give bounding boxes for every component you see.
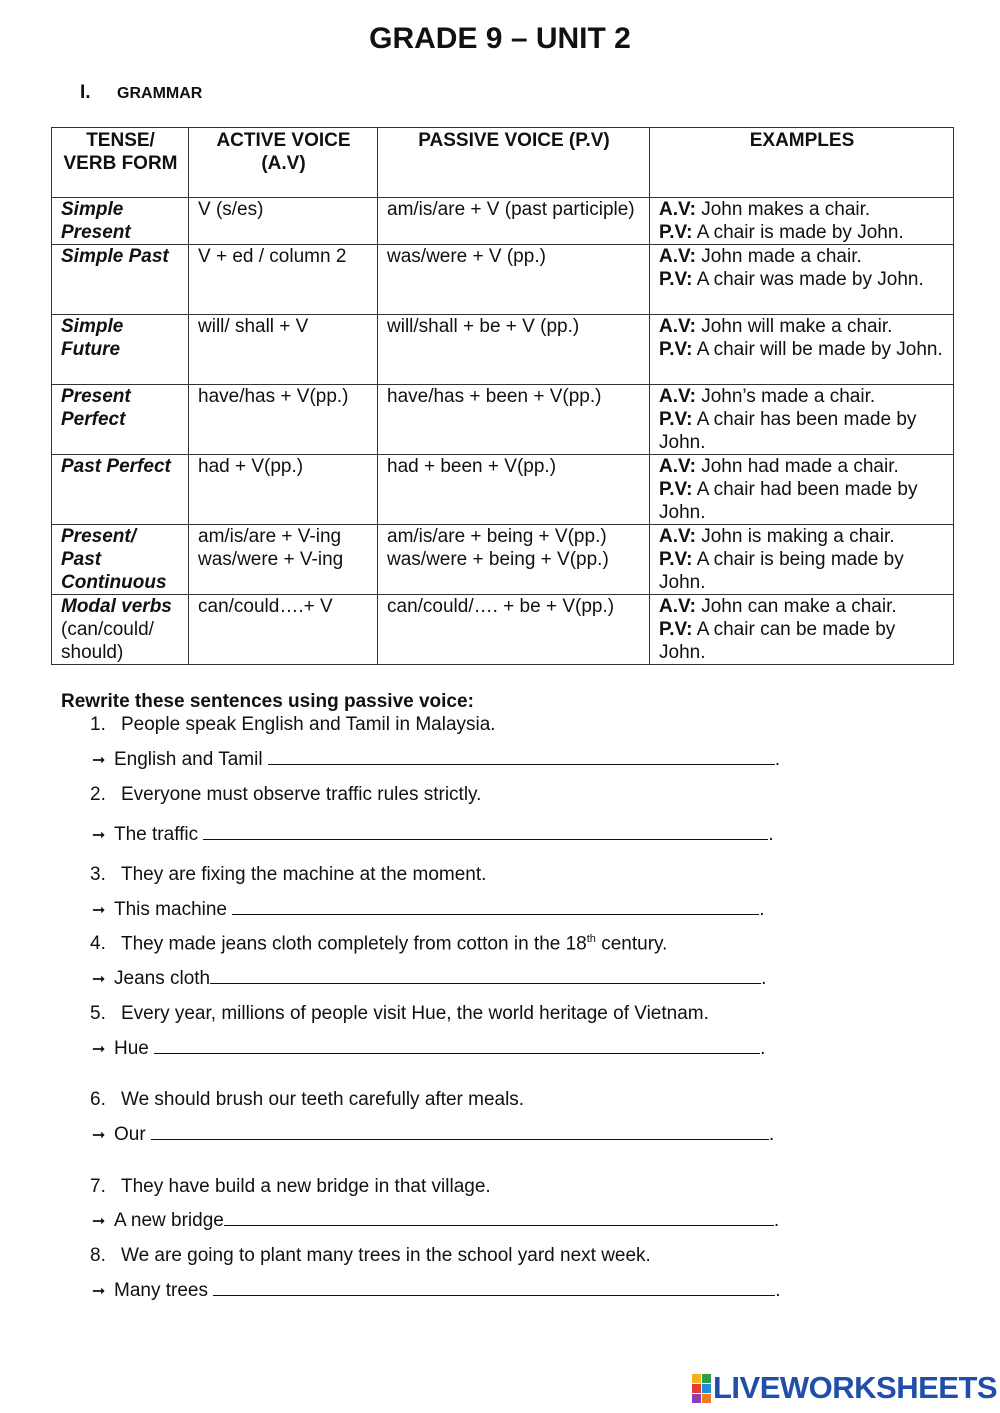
- column-header: ACTIVE VOICE (A.V): [189, 128, 378, 198]
- pv-label: P.V:: [659, 222, 693, 243]
- pv-example: A chair will be made by John.: [692, 339, 943, 360]
- arrow-icon: ➞: [92, 1041, 106, 1058]
- passive-cell: [378, 525, 650, 595]
- passive-cell: [378, 595, 650, 665]
- passive-cell: [378, 245, 650, 315]
- question-number: 3.: [90, 864, 106, 885]
- active-cell: [189, 245, 378, 315]
- liveworksheets-logo: [692, 1371, 997, 1405]
- passive-cell: [378, 315, 650, 385]
- answer-prompt: Many trees: [114, 1280, 214, 1301]
- column-header: TENSE/ VERB FORM: [52, 128, 189, 198]
- pv-label: P.V:: [659, 339, 693, 360]
- pv-example: A chair can be made by John.: [659, 619, 896, 663]
- tense-cell: [52, 315, 189, 385]
- passive-form: am/is/are + V (past participle): [387, 199, 635, 220]
- logo-square: [702, 1394, 711, 1403]
- table-row: [52, 245, 954, 315]
- table-row: [52, 595, 954, 665]
- tense-cell: [52, 245, 189, 315]
- arrow-icon: ➞: [92, 827, 106, 844]
- pv-example: A chair had been made by John.: [659, 479, 918, 523]
- av-example: John can make a chair.: [695, 596, 897, 617]
- answer-blank[interactable]: [151, 1124, 769, 1140]
- av-label: A.V:: [659, 526, 696, 547]
- column-header: EXAMPLES: [650, 128, 954, 198]
- page-title: GRADE 9 – UNIT 2: [369, 22, 631, 55]
- section-heading: [80, 82, 202, 104]
- answer-blank[interactable]: [154, 1038, 760, 1054]
- answer-blank[interactable]: [232, 899, 759, 915]
- question-number: 5.: [90, 1003, 106, 1024]
- answer-prompt: The traffic: [114, 824, 204, 845]
- av-example: John made a chair.: [695, 246, 862, 267]
- question-8: [90, 1245, 651, 1267]
- logo-text: LIVEWORKSHEETS: [713, 1370, 998, 1405]
- tense-name: Past Perfect: [61, 456, 171, 477]
- av-label: A.V:: [659, 456, 696, 477]
- pv-label: P.V:: [659, 549, 693, 570]
- answer-prompt: Hue: [114, 1038, 155, 1059]
- tense-note: (can/could/ should): [61, 619, 154, 663]
- tense-name: Modal verbs: [61, 596, 172, 617]
- example-cell: [650, 315, 954, 385]
- active-form: had + V(pp.): [198, 456, 304, 477]
- question-sentence: We are going to plant many trees in the school yard next week.: [121, 1245, 651, 1266]
- arrow-icon: ➞: [92, 1127, 106, 1144]
- answer-end: .: [768, 824, 774, 845]
- question-sentence: We should brush our teeth carefully after meals.: [121, 1089, 525, 1110]
- answer-line-6: [92, 1124, 774, 1146]
- av-example: John’s made a chair.: [695, 386, 876, 407]
- logo-square: [702, 1384, 711, 1393]
- active-cell: [189, 315, 378, 385]
- passive-cell: [378, 385, 650, 455]
- answer-line-4: [92, 968, 766, 990]
- tense-cell: [52, 385, 189, 455]
- answer-prompt: This machine: [114, 899, 233, 920]
- answer-blank[interactable]: [224, 1210, 774, 1226]
- tense-name: Simple Present: [61, 199, 131, 243]
- table-row: [52, 198, 954, 245]
- answer-line-3: [92, 899, 765, 921]
- arrow-icon: ➞: [92, 1283, 106, 1300]
- answer-end: .: [760, 1038, 766, 1059]
- active-form: V (s/es): [198, 199, 264, 220]
- av-label: A.V:: [659, 246, 696, 267]
- tense-cell: [52, 595, 189, 665]
- av-example: John is making a chair.: [695, 526, 895, 547]
- exercise-title: Rewrite these sentences using passive voice:: [61, 691, 474, 712]
- av-label: A.V:: [659, 199, 696, 220]
- example-cell: [650, 385, 954, 455]
- section-number: I.: [80, 82, 91, 103]
- passive-form: had + been + V(pp.): [387, 456, 557, 477]
- question-6: [90, 1089, 524, 1111]
- answer-prompt: Jeans cloth: [114, 968, 211, 989]
- table-row: [52, 525, 954, 595]
- active-cell: [189, 595, 378, 665]
- answer-blank[interactable]: [210, 968, 761, 984]
- active-cell: [189, 198, 378, 245]
- logo-square: [692, 1374, 701, 1383]
- pv-example: A chair is made by John.: [692, 222, 904, 243]
- answer-blank[interactable]: [203, 824, 768, 840]
- question-number: 4.: [90, 933, 106, 955]
- answer-line-8: [92, 1280, 781, 1302]
- question-sentence-end: century.: [595, 933, 668, 955]
- question-3: [90, 864, 486, 886]
- passive-form: have/has + been + V(pp.): [387, 386, 602, 407]
- answer-end: .: [759, 899, 765, 920]
- question-number: 2.: [90, 784, 106, 805]
- question-1: [90, 714, 496, 736]
- tense-name: Present Perfect: [61, 386, 131, 430]
- arrow-icon: ➞: [92, 1213, 106, 1230]
- example-cell: [650, 198, 954, 245]
- logo-icon: [692, 1374, 711, 1403]
- tense-cell: [52, 198, 189, 245]
- question-number: 8.: [90, 1245, 106, 1266]
- active-form: have/has + V(pp.): [198, 386, 349, 407]
- answer-prompt: A new bridge: [114, 1210, 224, 1231]
- av-example: John will make a chair.: [695, 316, 893, 337]
- grammar-table: [51, 127, 954, 665]
- answer-end: .: [768, 1124, 775, 1145]
- av-label: A.V:: [659, 316, 696, 337]
- answer-end: .: [773, 1210, 780, 1231]
- answer-line-7: [92, 1210, 779, 1232]
- answer-end: .: [761, 968, 767, 989]
- question-number: 7.: [90, 1176, 106, 1197]
- answer-line-5: [92, 1038, 765, 1060]
- passive-form: am/is/are + being + V(pp.) was/were + being + V(pp.): [387, 526, 609, 570]
- arrow-icon: ➞: [92, 752, 106, 769]
- example-cell: [650, 455, 954, 525]
- passive-form: can/could/…. + be + V(pp.): [387, 596, 615, 617]
- arrow-icon: ➞: [92, 902, 106, 919]
- av-label: A.V:: [659, 386, 696, 407]
- answer-end: .: [775, 1280, 781, 1301]
- column-header: PASSIVE VOICE (P.V): [378, 128, 650, 198]
- answer-line-1: [92, 749, 780, 771]
- section-label: GRAMMAR: [117, 85, 203, 102]
- question-7: [90, 1176, 491, 1198]
- logo-square: [692, 1394, 701, 1403]
- answer-blank[interactable]: [268, 749, 775, 765]
- logo-square: [692, 1384, 701, 1393]
- active-form: can/could….+ V: [198, 596, 333, 617]
- tense-cell: [52, 455, 189, 525]
- av-label: A.V:: [659, 596, 696, 617]
- pv-example: A chair has been made by John.: [659, 409, 917, 453]
- pv-label: P.V:: [659, 479, 693, 500]
- table-row: [52, 315, 954, 385]
- question-sentence: People speak English and Tamil in Malaysia.: [121, 714, 496, 735]
- passive-form: will/shall + be + V (pp.): [387, 316, 580, 337]
- tense-cell: [52, 525, 189, 595]
- av-example: John makes a chair.: [695, 199, 871, 220]
- pv-label: P.V:: [659, 269, 693, 290]
- active-form: will/ shall + V: [198, 316, 309, 337]
- answer-end: .: [774, 749, 781, 770]
- question-sentence: They are fixing the machine at the moment.: [121, 864, 487, 885]
- example-cell: [650, 525, 954, 595]
- tense-name: Present/ Past Continuous: [61, 526, 167, 593]
- pv-example: A chair is being made by John.: [659, 549, 904, 593]
- active-cell: [189, 525, 378, 595]
- example-cell: [650, 595, 954, 665]
- question-sentence: They have build a new bridge in that village.: [121, 1176, 491, 1197]
- pv-example: A chair was made by John.: [692, 269, 924, 290]
- question-sentence: They made jeans cloth completely from cotton in the 18: [121, 933, 587, 955]
- active-form: V + ed / column 2: [198, 246, 347, 267]
- answer-prompt: English and Tamil: [114, 749, 268, 770]
- active-form: am/is/are + V-ing was/were + V-ing: [198, 526, 344, 570]
- arrow-icon: ➞: [92, 971, 106, 988]
- tense-name: Simple Future: [61, 316, 124, 360]
- question-4: [90, 933, 667, 955]
- table-row: [52, 455, 954, 525]
- tense-name: Simple Past: [61, 246, 169, 267]
- passive-form: was/were + V (pp.): [387, 246, 546, 267]
- passive-cell: [378, 198, 650, 245]
- active-cell: [189, 385, 378, 455]
- question-sentence: Every year, millions of people visit Hue, the world heritage of Vietnam.: [121, 1003, 709, 1024]
- av-example: John had made a chair.: [695, 456, 899, 477]
- logo-square: [702, 1374, 711, 1383]
- table-row: [52, 385, 954, 455]
- pv-label: P.V:: [659, 619, 693, 640]
- question-sentence: Everyone must observe traffic rules strictly.: [121, 784, 482, 805]
- answer-blank[interactable]: [213, 1280, 775, 1296]
- active-cell: [189, 455, 378, 525]
- question-number: 1.: [90, 714, 106, 735]
- question-number: 6.: [90, 1089, 106, 1110]
- pv-label: P.V:: [659, 409, 693, 430]
- answer-line-2: [92, 824, 774, 846]
- example-cell: [650, 245, 954, 315]
- answer-prompt: Our: [114, 1124, 151, 1145]
- question-5: [90, 1003, 709, 1025]
- table-header-row: [52, 128, 954, 198]
- question-2: [90, 784, 481, 806]
- passive-cell: [378, 455, 650, 525]
- ordinal-suffix: th: [586, 933, 596, 945]
